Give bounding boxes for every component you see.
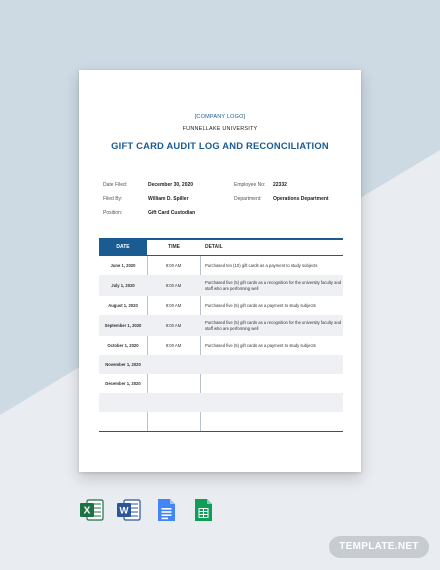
company-logo-placeholder: [COMPANY LOGO] (194, 114, 246, 120)
filed-by-label: Filed By: (103, 196, 123, 202)
employee-no-value: 22332 (273, 182, 287, 188)
date-cell: October 1, 2020 (107, 343, 139, 348)
table-row (99, 393, 343, 412)
detail-cell: Purchased five (5) gift cards as a payment to study subjects (205, 302, 316, 308)
date-column-header: DATE (99, 240, 147, 255)
table-row (99, 315, 343, 336)
time-cell: 9:00 AM (165, 323, 182, 328)
format-icons (79, 497, 216, 523)
detail-cell: Purchased five (5) gift cards as a recognition for the university faculty and staff who are performing well (205, 319, 342, 331)
time-cell: 9:00 AM (165, 343, 182, 348)
table-row (99, 336, 343, 355)
time-cell: 9:00 AM (165, 263, 182, 268)
time-cell: 9:00 AM (165, 283, 182, 288)
template-net-badge[interactable]: TEMPLATE.NET (329, 536, 429, 558)
date-cell: September 1, 2020 (104, 323, 142, 328)
google-docs-icon[interactable] (153, 497, 179, 523)
date-cell: November 1, 2020 (105, 362, 141, 367)
document-page (79, 70, 361, 472)
date-filed-label: Date Filed: (103, 182, 128, 188)
svg-text:X: X (83, 505, 91, 517)
date-cell: July 1, 2020 (111, 283, 135, 288)
employee-no-label: Employee No: (234, 182, 266, 188)
detail-cell: Purchased five (5) gift cards as a payment to study subjects (205, 342, 316, 348)
detail-cell: Purchased ten (10) gift cards as a payment to study subjects (205, 262, 318, 268)
date-filed-value: December 30, 2020 (148, 182, 194, 188)
table-body (99, 256, 343, 431)
date-cell: August 1, 2020 (108, 303, 138, 308)
organization-name: FUNNELLAKE UNIVERSITY (182, 126, 258, 132)
table-header (99, 238, 343, 256)
document-title: GIFT CARD AUDIT LOG AND RECONCILIATION (111, 140, 329, 151)
date-cell: December 1, 2020 (105, 381, 141, 386)
table-row (99, 374, 343, 393)
filed-by-value: William D. Spiller (148, 196, 189, 202)
svg-text:W: W (119, 505, 129, 517)
table-row (99, 256, 343, 275)
detail-cell: Purchased five (5) gift cards as a recognition for the university faculty and staff who are performing well (205, 279, 342, 291)
department-value: Operations Department (273, 196, 329, 202)
table-row (99, 275, 343, 296)
excel-icon[interactable] (79, 497, 105, 523)
google-sheets-icon[interactable] (190, 497, 216, 523)
time-column-header: TIME (168, 244, 180, 250)
time-cell: 9:00 AM (165, 303, 182, 308)
table-row (99, 296, 343, 315)
audit-log-table (99, 238, 343, 432)
position-value: Gift Card Custodian (148, 210, 196, 216)
department-label: Department: (234, 196, 262, 202)
detail-column-header: DETAIL (205, 244, 223, 250)
table-row (99, 412, 343, 431)
table-row (99, 355, 343, 374)
position-label: Position: (103, 210, 123, 216)
word-icon[interactable] (116, 497, 142, 523)
table-bottom-rule (99, 431, 343, 432)
date-cell: June 1, 2020 (110, 263, 136, 268)
